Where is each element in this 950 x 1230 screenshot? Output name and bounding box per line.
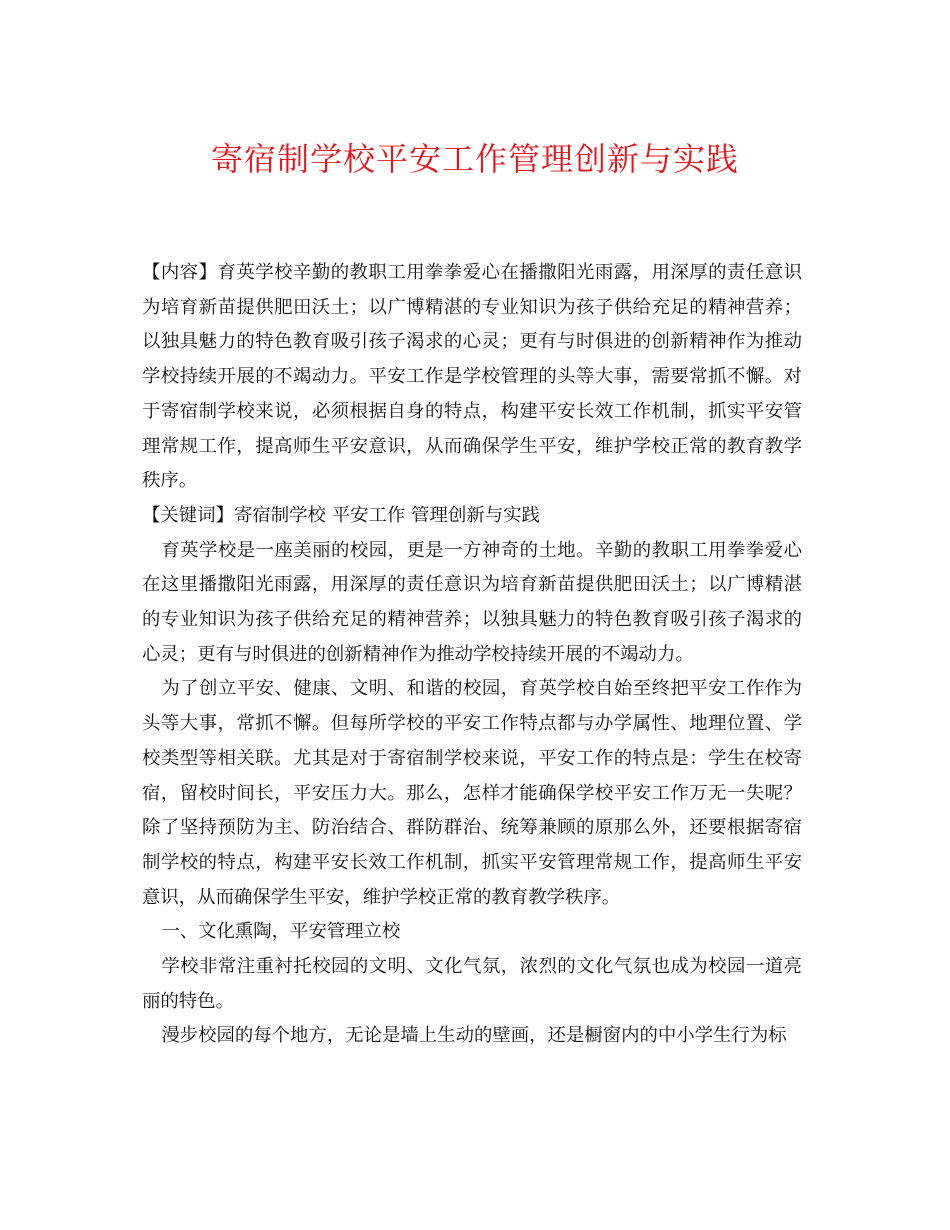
body-paragraph-1: 育英学校是一座美丽的校园，更是一方神奇的土地。辛勤的教职工用拳拳爱心在这里播撒阳光雨露，用深厚的责任意识为培育新苗提供肥田沃土；以广博精湛的专业知识为孩子供给充足的精神营养；以独具魅力的特色教育吸引孩子渴求的心灵；更有与时俱进的创新精神作为推动学校持续开展的不竭动力。 [142,539,802,665]
section-heading-1: 一、文化熏陶，平安管理立校 [161,921,401,943]
document-body [142,256,802,1054]
body-paragraph-3: 学校非常注重衬托校园的文明、文化气氛，浓烈的文化气氛也成为校园一道亮丽的特色。 [142,956,802,1012]
keywords-line: 【关键词】寄宿制学校 平安工作 管理创新与实践 [142,504,540,526]
abstract-paragraph: 【内容】育英学校辛勤的教职工用拳拳爱心在播撒阳光雨露，用深厚的责任意识为培育新苗提供肥田沃土；以广博精湛的专业知识为孩子供给充足的精神营养；以独具魅力的特色教育吸引孩子渴求的心灵；更有与时俱进的创新精神作为推动学校持续开展的不竭动力。平安工作是学校管理的头等大事，需要常抓不懈。对于寄宿制学校来说，必须根据自身的特点，构建平安长效工作机制，抓实平安管理常规工作，提高师生平安意识，从而确保学生平安，维护学校正常的教育教学秩序。 [142,262,802,492]
body-paragraph-2: 为了创立平安、健康、文明、和谐的校园，育英学校自始至终把平安工作作为头等大事，常抓不懈。但每所学校的平安工作特点都与办学属性、地理位置、学校类型等相关联。尤其是对于寄宿制学校来说，平安工作的特点是：学生在校寄宿，留校时间长，平安压力大。那么，怎样才能确保学校平安工作万无一失呢？除了坚持预防为主、防治结合、群防群治、统筹兼顾的原那么外，还要根据寄宿制学校的特点，构建平安长效工作机制，抓实平安管理常规工作，提高师生平安意识，从而确保学生平安，维护学校正常的教育教学秩序。 [142,678,802,908]
document-title: 寄宿制学校平安工作管理创新与实践 [210,140,739,178]
body-paragraph-4: 漫步校园的每个地方，无论是墙上生动的壁画，还是橱窗内的中小学生行为标 [161,1025,787,1047]
